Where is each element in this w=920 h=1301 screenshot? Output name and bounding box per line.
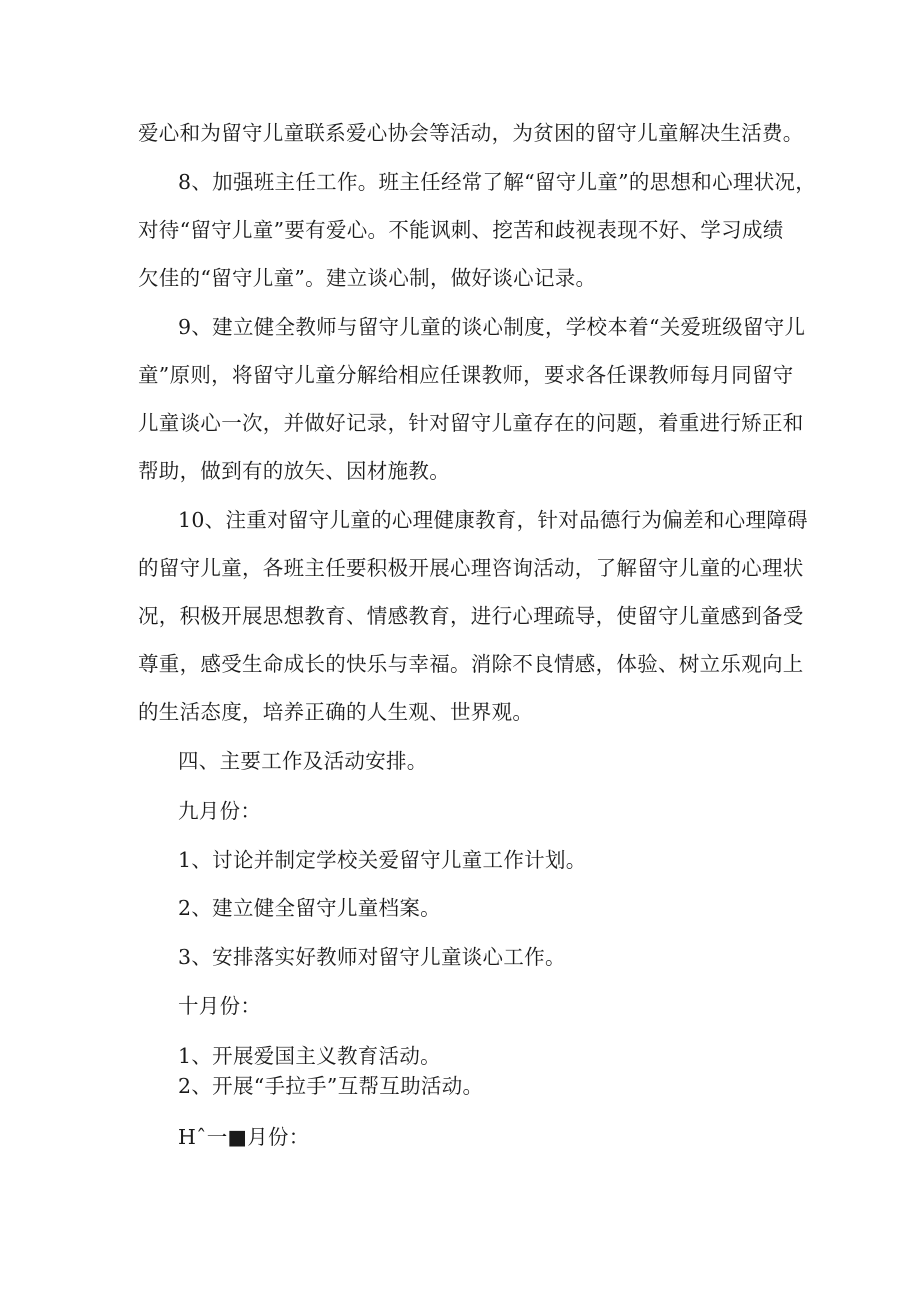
october-item-1: 1、开展爱国主义教育活动。 <box>178 1044 441 1068</box>
september-item-1: 1、讨论并制定学校关爱留守儿童工作计划。 <box>178 848 587 872</box>
paragraph-item-9-line-3: 儿童谈心一次，并做好记录，针对留守儿童存在的问题，着重进行矫正和 <box>138 411 804 435</box>
paragraph-item-10-line-4: 尊重，感受生命成长的快乐与幸福。消除不良情感，体验、树立乐观向上 <box>138 652 804 676</box>
section-heading: 四、主要工作及活动安排。 <box>178 749 428 773</box>
september-item-2: 2、建立健全留守儿童档案。 <box>178 896 441 920</box>
paragraph-item-10-line-1: 10、注重对留守儿童的心理健康教育，针对品德行为偏差和心理障碍 <box>178 508 808 532</box>
october-item-2: 2、开展“手拉手”互帮互助活动。 <box>178 1074 484 1098</box>
paragraph-item-10-line-3: 况，积极开展思想教育、情感教育，进行心理疏导，使留守儿童感到备受 <box>138 604 804 628</box>
month-label-september: 九月份： <box>178 799 262 823</box>
paragraph-item-8-line-3: 欠佳的“留守儿童”。建立谈心制，做好谈心记录。 <box>138 266 597 290</box>
month-label-october: 十月份： <box>178 994 262 1018</box>
month-label-november: Hˆ一■月份： <box>178 1125 310 1149</box>
september-item-3: 3、安排落实好教师对留守儿童谈心工作。 <box>178 945 566 969</box>
paragraph-item-9-line-2: 童”原则，将留守儿童分解给相应任课教师，要求各任课教师每月同留守 <box>138 363 794 387</box>
paragraph-item-9-line-1: 9、建立健全教师与留守儿童的谈心制度，学校本着“关爱班级留守儿 <box>178 315 806 339</box>
paragraph-item-8-line-2: 对待“留守儿童”要有爱心。不能讽刺、挖苦和歧视表现不好、学习成绩 <box>138 218 784 242</box>
paragraph-item-8-line-1: 8、加强班主任工作。班主任经常了解“留守儿童”的思想和心理状况， <box>178 170 817 194</box>
paragraph-continuation-line-1: 爱心和为留守儿童联系爱心协会等活动，为贫困的留守儿童解决生活费。 <box>138 121 804 145</box>
paragraph-item-9-line-4: 帮助，做到有的放矢、因材施教。 <box>138 459 450 483</box>
paragraph-item-10-line-2: 的留守儿童，各班主任要积极开展心理咨询活动，了解留守儿童的心理状 <box>138 556 804 580</box>
paragraph-item-10-line-5: 的生活态度，培养正确的人生观、世界观。 <box>138 700 534 724</box>
